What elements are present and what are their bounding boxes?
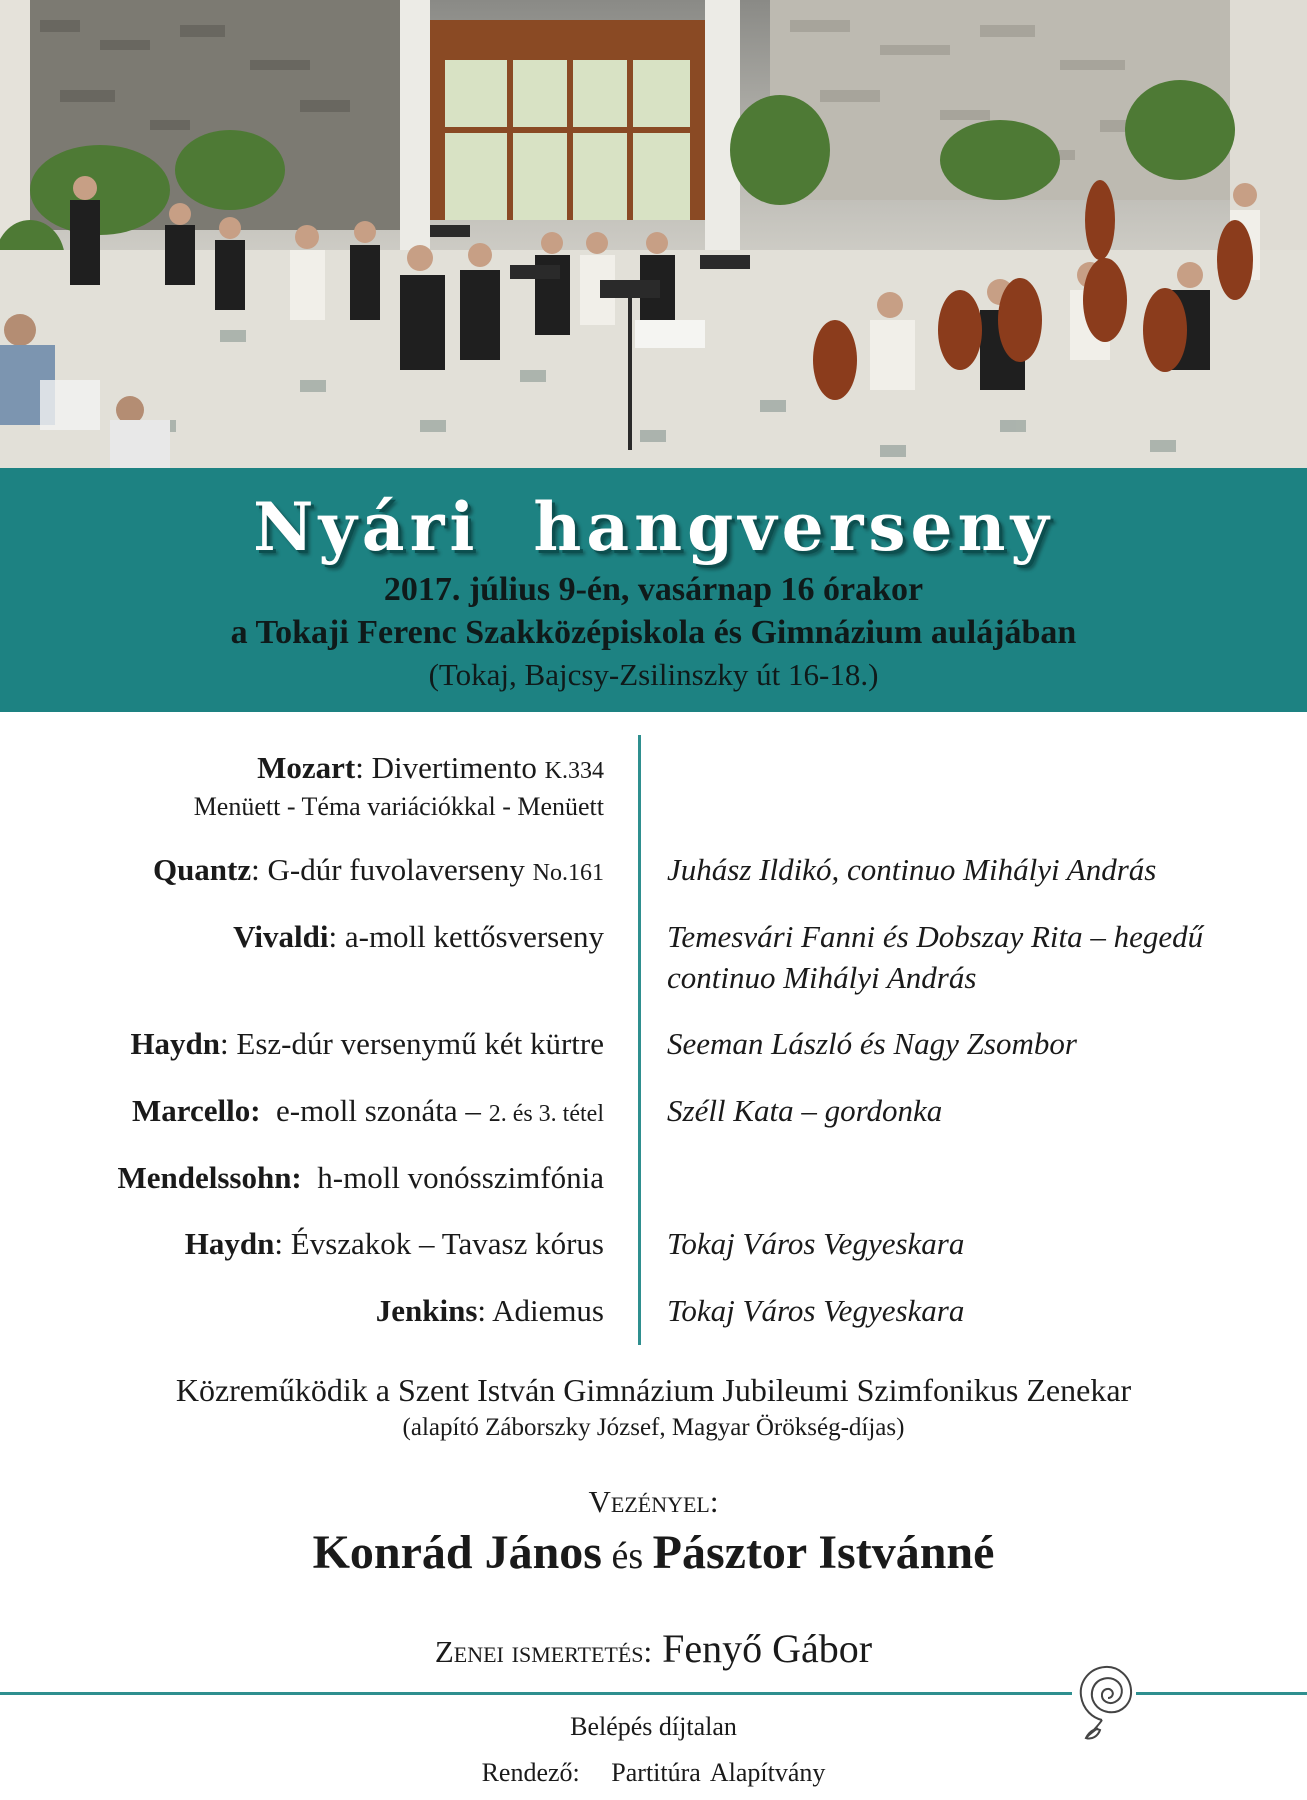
performer-quantz: Juhász Ildikó, continuo Mihályi András [667,852,1157,887]
conductor-heading: Vezényel: [588,1484,719,1519]
event-address: (Tokaj, Bajcsy-Zsilinszky út 16-18.) [428,657,879,692]
program-item-quantz: Quantz: G-dúr fuvolaverseny No.161 [152,852,604,887]
work-title: G-dúr fuvolaverseny [267,852,533,887]
composer-name: Quantz [152,852,252,887]
program-item-haydn-horns: Haydn: Esz-dúr versenymű két kürtre [130,1026,604,1061]
event-venue: a Tokaji Ferenc Szakközépiskola és Gimnázium aulájában [230,614,1077,651]
work-title: Adiemus [492,1293,604,1328]
composer-name: Vivaldi [233,919,329,954]
event-date: 2017. július 9-én, vasárnap 16 órakor [383,571,924,608]
organizer-name: Partitúra Alapítvány [611,1758,826,1787]
orchestra-credit: Közreműködik a Szent István Gimnázium Jubileumi Szimfonikus Zenekar [175,1372,1132,1408]
notes-presenter: Fenyő Gábor [652,1626,873,1671]
orchestra-photo [0,0,1307,468]
title-banner [0,468,1307,712]
footer-rule-right [1136,1692,1307,1695]
conductor-2: Pásztor Istvánné [652,1526,995,1579]
work-title: e-moll szonáta – [276,1093,489,1128]
program-divider [638,735,641,1345]
composer-name: Mendelssohn: [117,1160,302,1195]
work-title: a-moll kettősverseny [344,919,604,954]
notes-label: Zenei ismertetés: [434,1634,653,1669]
entry-info: Belépés díjtalan [570,1712,737,1741]
program-item-vivaldi: Vivaldi: a-moll kettősverseny [233,919,604,954]
work-title: Esz-dúr versenymű két kürtre [236,1026,604,1061]
composer-name: Marcello: [132,1093,261,1128]
organizer-info: Rendező: Partitúra Alapítvány [481,1758,826,1787]
program-item-mozart: Mozart: Divertimento K.334 [257,750,604,785]
program-item-mendelssohn [117,1160,604,1196]
program-item-mozart-movements: Menüett - Téma variációkkal - Menüett [193,792,604,821]
program-item-jenkins: Jenkins: Adiemus [375,1293,604,1328]
founder-credit: (alapító Záborszky József, Magyar Örökség-díjas) [402,1414,905,1441]
performer-vivaldi: Temesvári Fanni és Dobszay Rita – hegedű [667,919,1204,954]
work-title: Évszakok – Tavasz kórus [290,1226,604,1261]
composer-name: Haydn [184,1226,275,1261]
performer-marcello: Széll Kata – gordonka [667,1093,943,1128]
event-title: Nyári hangverseny [253,488,1054,566]
conductor-names: Konrád János és Pásztor Istvánné [312,1526,995,1579]
conductor-1: Konrád János [312,1526,602,1579]
performer-haydn-horns: Seeman László és Nagy Zsombor [667,1026,1077,1061]
program-item-marcello: Marcello: e-moll szonáta – 2. és 3. tétel [132,1093,604,1128]
composer-name: Haydn [130,1026,221,1061]
performer-jenkins: Tokaj Város Vegyeskara [667,1293,965,1328]
composer-name: Jenkins [375,1293,478,1328]
work-title: h-moll vonósszimfónia [317,1160,604,1195]
composer-name: Mozart [257,750,356,785]
performer-vivaldi-continuo: continuo Mihályi András [667,960,977,995]
work-title: Divertimento [371,750,545,785]
program-item-haydn-seasons: Haydn: Évszakok – Tavasz kórus [184,1226,604,1261]
performer-haydn-seasons: Tokaj Város Vegyeskara [667,1226,965,1261]
footer-rule-left [0,1692,1072,1695]
